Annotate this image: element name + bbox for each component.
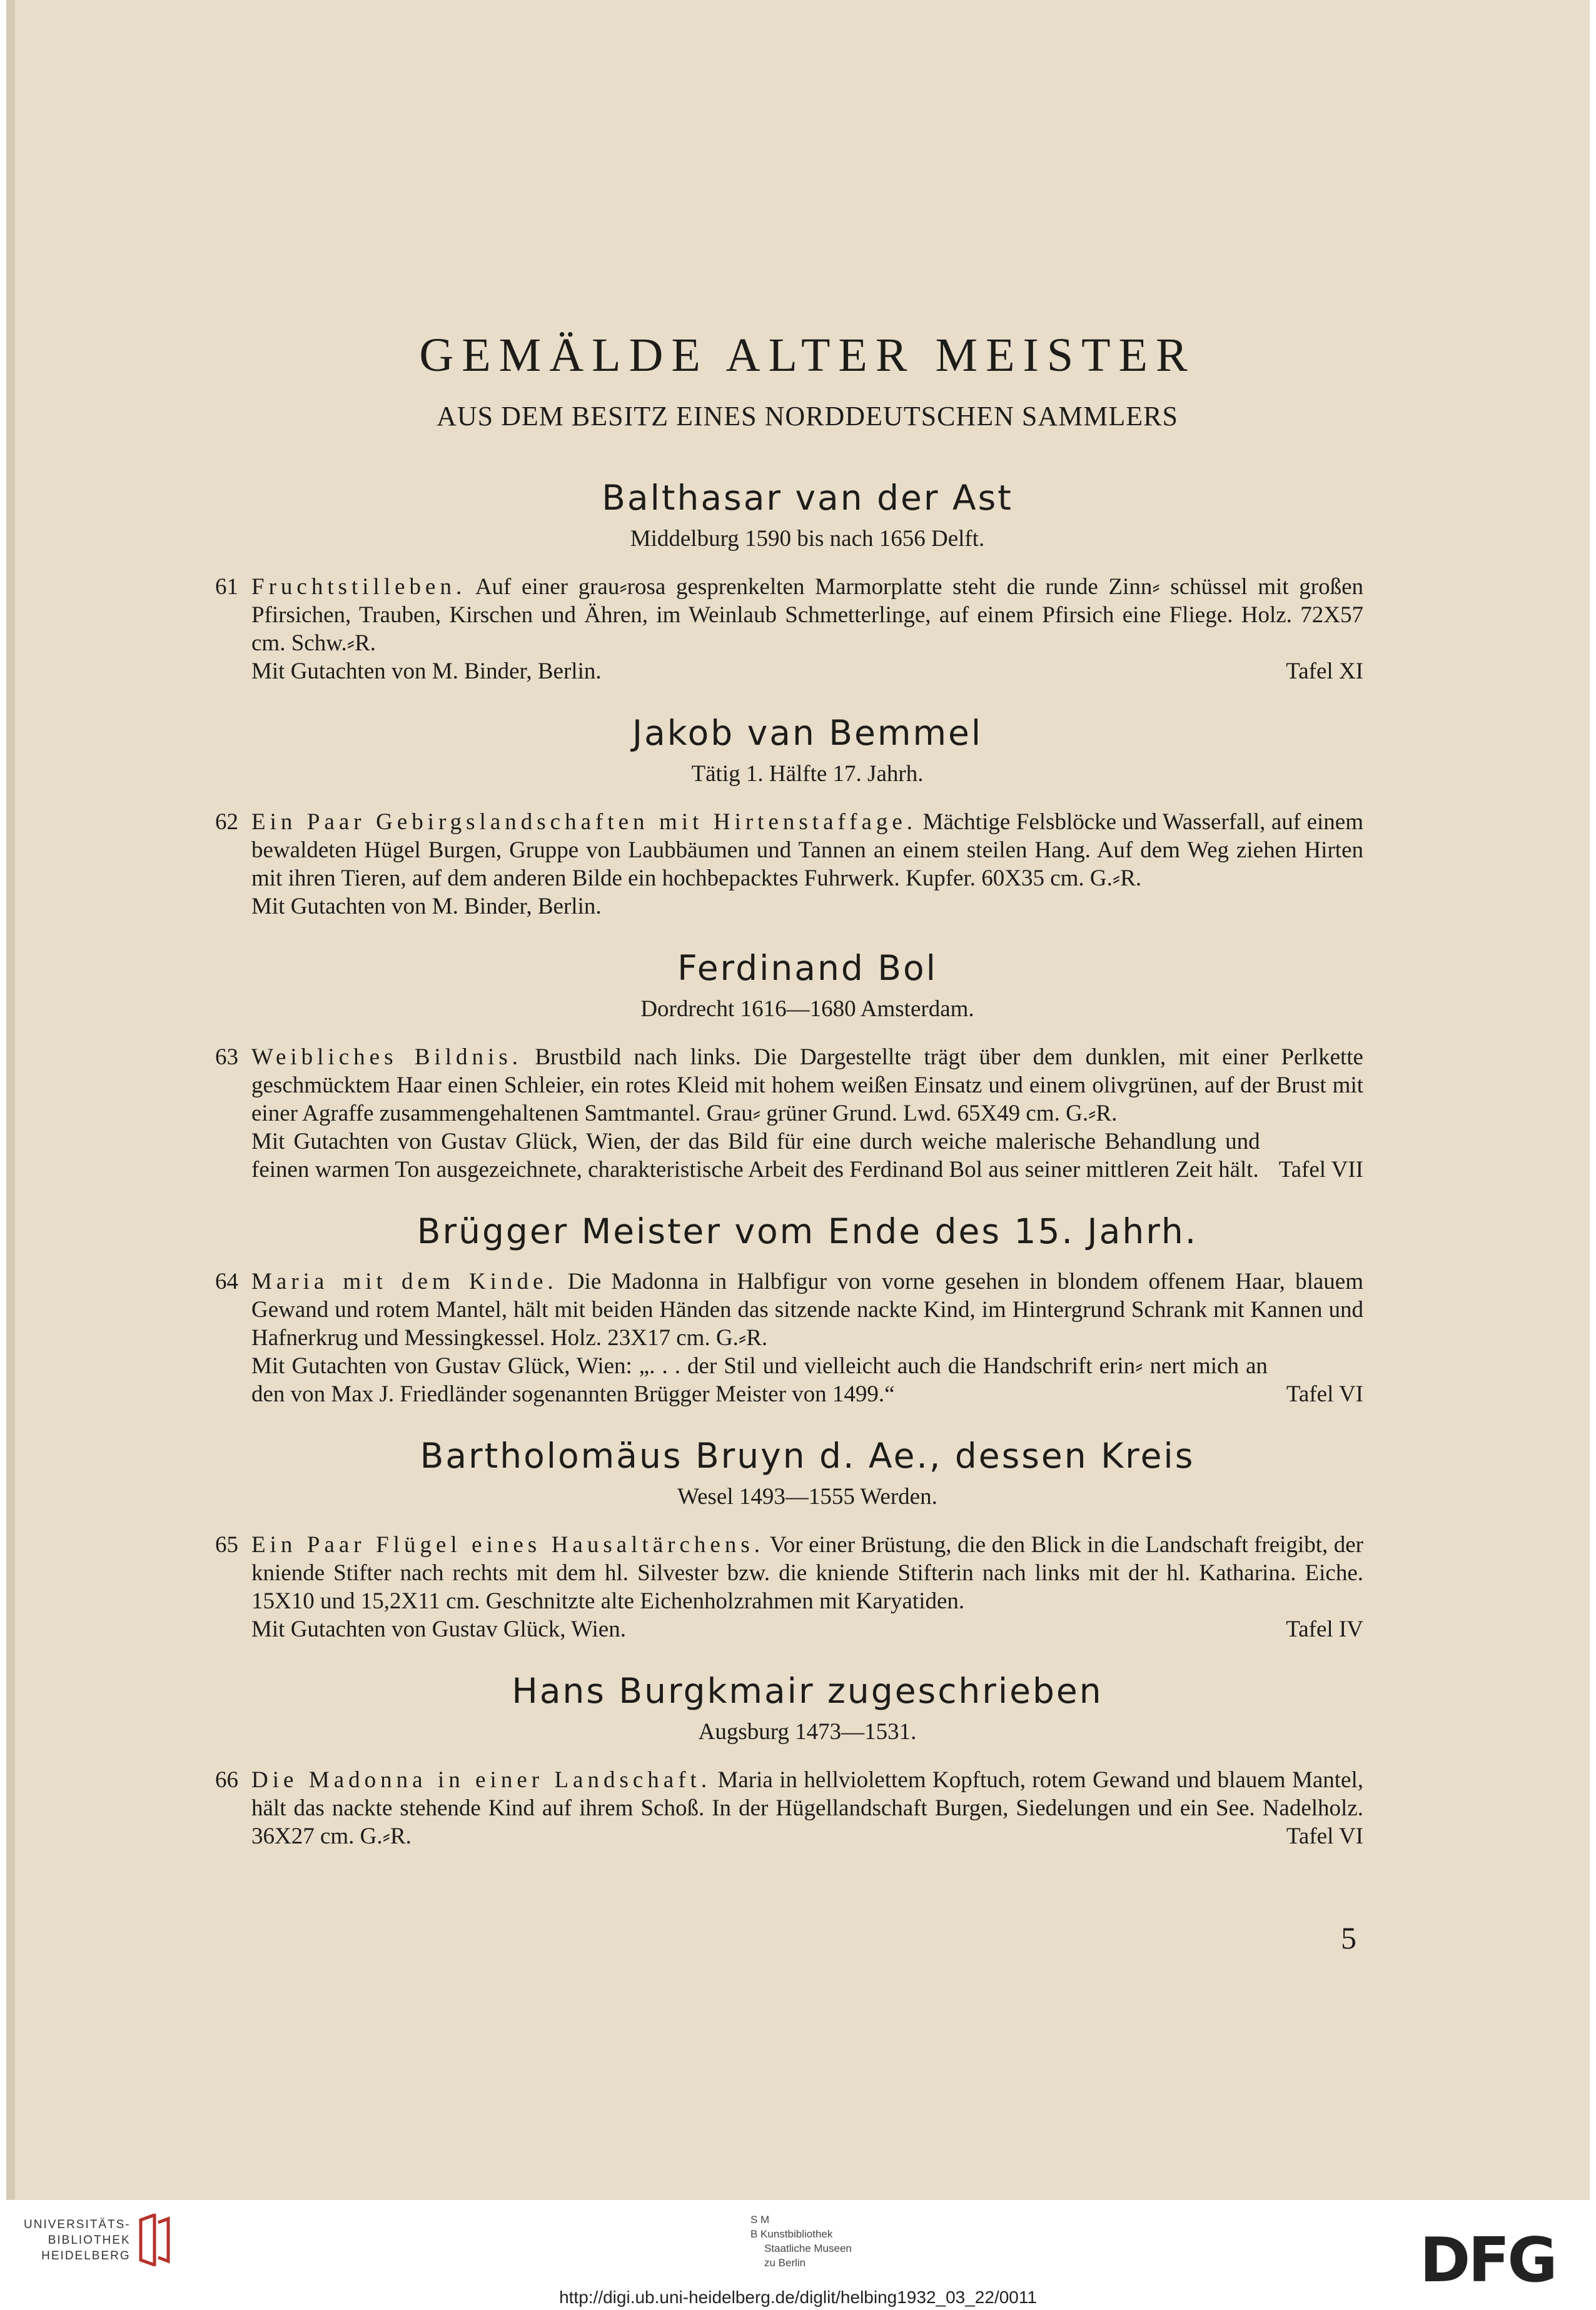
lot-description: Mächtige Felsblöcke und Wasserfall, auf einem bewaldeten Hügel Burgen, Gruppe von Laubbäumen und Tannen an einem steilen Hang. Auf dem Weg ziehen Hirten mit ihren Tieren, auf dem anderen Bilde ein hochbepacktes Fuhrwerk. Kupfer. 60X35 cm. G.⸗R. (251, 809, 1363, 891)
artist-dates: Wesel 1493—1555 Werden. (677, 1484, 937, 1510)
lot-number: 62 (215, 809, 238, 835)
library-line: UNIVERSITÄTS- (24, 2217, 131, 2231)
dfg-logo[interactable]: DFG (1420, 2225, 1555, 2296)
page-subtitle: AUS DEM BESITZ EINES NORDDEUTSCHEN SAMMLERS (437, 401, 1178, 431)
artist-section (215, 1433, 1364, 1643)
lot-title: Ein Paar Gebirgslandschaften mit Hirtenstaffage. (251, 809, 917, 835)
artist-section (215, 1668, 1363, 1850)
catalog-page (6, 0, 1590, 2200)
lot-number: 63 (215, 1044, 238, 1070)
lot-expertise: Mit Gutachten von Gustav Glück, Wien: „. . . der Stil und vielleicht auch die Handschrift erin⸗ nert mich an den von Max J. Friedländer sogenannten Brügger Meister von 1499.“ (251, 1353, 1268, 1407)
lot-expertise: Mit Gutachten von M. Binder, Berlin. (251, 658, 602, 684)
artist-name: Ferdinand Bol (677, 948, 937, 988)
lot-number: 61 (215, 574, 238, 600)
lot-title: Ein Paar Flügel eines Hausaltärchens. (251, 1532, 764, 1558)
lot-description: Brustbild nach links. Die Dargestellte trägt über dem dunklen, mit einer Perlkette geschmücktem Haar einen Schleier, ein rotes Kleid mit hohem weißen Einsatz und einem olivgrünen, auf der Brust mit einer Agraffe zusammengehaltenen Samtmantel. Grau⸗ grüner Grund. Lwd. 65X49 cm. G.⸗R. (251, 1044, 1363, 1126)
lot-description: Auf einer grau⸗rosa gesprenkelten Marmorplatte steht die runde Zinn⸗ schüssel mit großen Pfirsichen, Trauben, Kirschen und Ähren, im Weinlaub Schmetterlinge, auf einem Pfirsich eine Fliege. Holz. 72X57 cm. Schw.⸗R. (251, 574, 1363, 656)
lot-title: Die Madonna in einer Landschaft. (251, 1767, 712, 1793)
plate-reference: Tafel IV (1286, 1616, 1363, 1642)
artist-name: Hans Burgkmair zugeschrieben (512, 1671, 1103, 1711)
lot-number: 65 (215, 1532, 238, 1558)
viewer-footer (0, 2200, 1596, 2310)
lot-title: Maria mit dem Kinde. (251, 1269, 558, 1294)
smb-kunstbibliothek-logo[interactable] (750, 2212, 852, 2270)
lot-entry (215, 1531, 1364, 1643)
lot-entry (215, 1043, 1363, 1184)
lot-title: Weibliches Bildnis. (251, 1044, 522, 1070)
artist-section (215, 1209, 1363, 1408)
library-line: HEIDELBERG (41, 2249, 131, 2262)
lot-expertise: Mit Gutachten von M. Binder, Berlin. (251, 894, 602, 919)
lot-title: Fruchtstilleben. (251, 574, 467, 600)
artist-dates: Dordrecht 1616—1680 Amsterdam. (640, 996, 974, 1022)
lot-entry (215, 1766, 1363, 1850)
lot-entry (215, 808, 1363, 920)
artist-dates: Middelburg 1590 bis nach 1656 Delft. (630, 526, 985, 552)
lot-entry (215, 1268, 1363, 1408)
lot-description: Maria in hellviolettem Kopftuch, rotem Gewand und blauem Mantel, hält das nackte stehende Kind auf ihrem Schoß. In der Hügellandschaft Burgen, Siedelungen und ein See. Nadelholz. 36X27 cm. G.⸗R. (251, 1767, 1363, 1849)
permalink-url[interactable]: http://digi.ub.uni-heidelberg.de/diglit/helbing1932_03_22/0011 (559, 2287, 1037, 2307)
plate-reference: Tafel XI (1286, 658, 1363, 684)
lot-description: Die Madonna in Halbfigur von vorne gesehen in blondem offenem Haar, blauem Gewand und rotem Mantel, hält mit beiden Händen das sitzende nackte Kind, im Hintergrund Schrank mit Kannen und Hafnerkrug und Messingkessel. Holz. 23X17 cm. G.⸗R. (251, 1269, 1363, 1351)
smb-line: B Kunstbibliothek (750, 2228, 833, 2240)
artist-dates: Tätig 1. Hälfte 17. Jahrh. (691, 761, 924, 787)
page-number: 5 (1341, 1920, 1356, 1955)
university-library-logo[interactable] (24, 2214, 172, 2266)
plate-reference: Tafel VI (1286, 1823, 1363, 1849)
plate-reference: Tafel VI (1286, 1381, 1363, 1407)
page-title: GEMÄLDE ALTER MEISTER (419, 329, 1196, 381)
library-emblem-icon (137, 2214, 172, 2266)
artist-dates: Augsburg 1473—1531. (698, 1719, 917, 1745)
page-content (215, 325, 1364, 1850)
artist-name: Balthasar van der Ast (602, 478, 1013, 518)
smb-line: zu Berlin (764, 2257, 806, 2269)
artist-name: Jakob van Bemmel (632, 713, 983, 753)
lot-expertise: Mit Gutachten von Gustav Glück, Wien, der das Bild für eine durch weiche malerische Behandlung und feinen warmen Ton ausgezeichnete, charakteristische Arbeit des Ferdinand Bol aus seiner mittleren Zeit hält. (251, 1129, 1260, 1183)
artist-name: Bartholomäus Bruyn d. Ae., dessen Kreis (420, 1436, 1195, 1476)
lot-number: 64 (215, 1269, 238, 1294)
lot-number: 66 (215, 1767, 238, 1793)
library-line: BIBLIOTHEK (48, 2233, 131, 2247)
plate-reference: Tafel VII (1278, 1157, 1363, 1183)
artist-section (215, 710, 1363, 920)
lot-entry (215, 573, 1363, 685)
artist-name: Brügger Meister vom Ende des 15. Jahrh. (417, 1211, 1198, 1251)
smb-line: S M (750, 2214, 770, 2226)
lot-description: Vor einer Brüstung, die den Blick in die Landschaft freigibt, der kniende Stifter nach rechts mit dem hl. Silvester bzw. die kniende Stifterin nach links mit der hl. Katharina. Eiche. 15X10 und 15,2X11 cm. Geschnitzte alte Eichenholzrahmen mit Karyatiden. (251, 1532, 1364, 1614)
artist-section (215, 946, 1363, 1184)
smb-line: Staatliche Museen (764, 2242, 852, 2254)
lot-expertise: Mit Gutachten von Gustav Glück, Wien. (251, 1616, 626, 1642)
artist-section (215, 475, 1363, 685)
